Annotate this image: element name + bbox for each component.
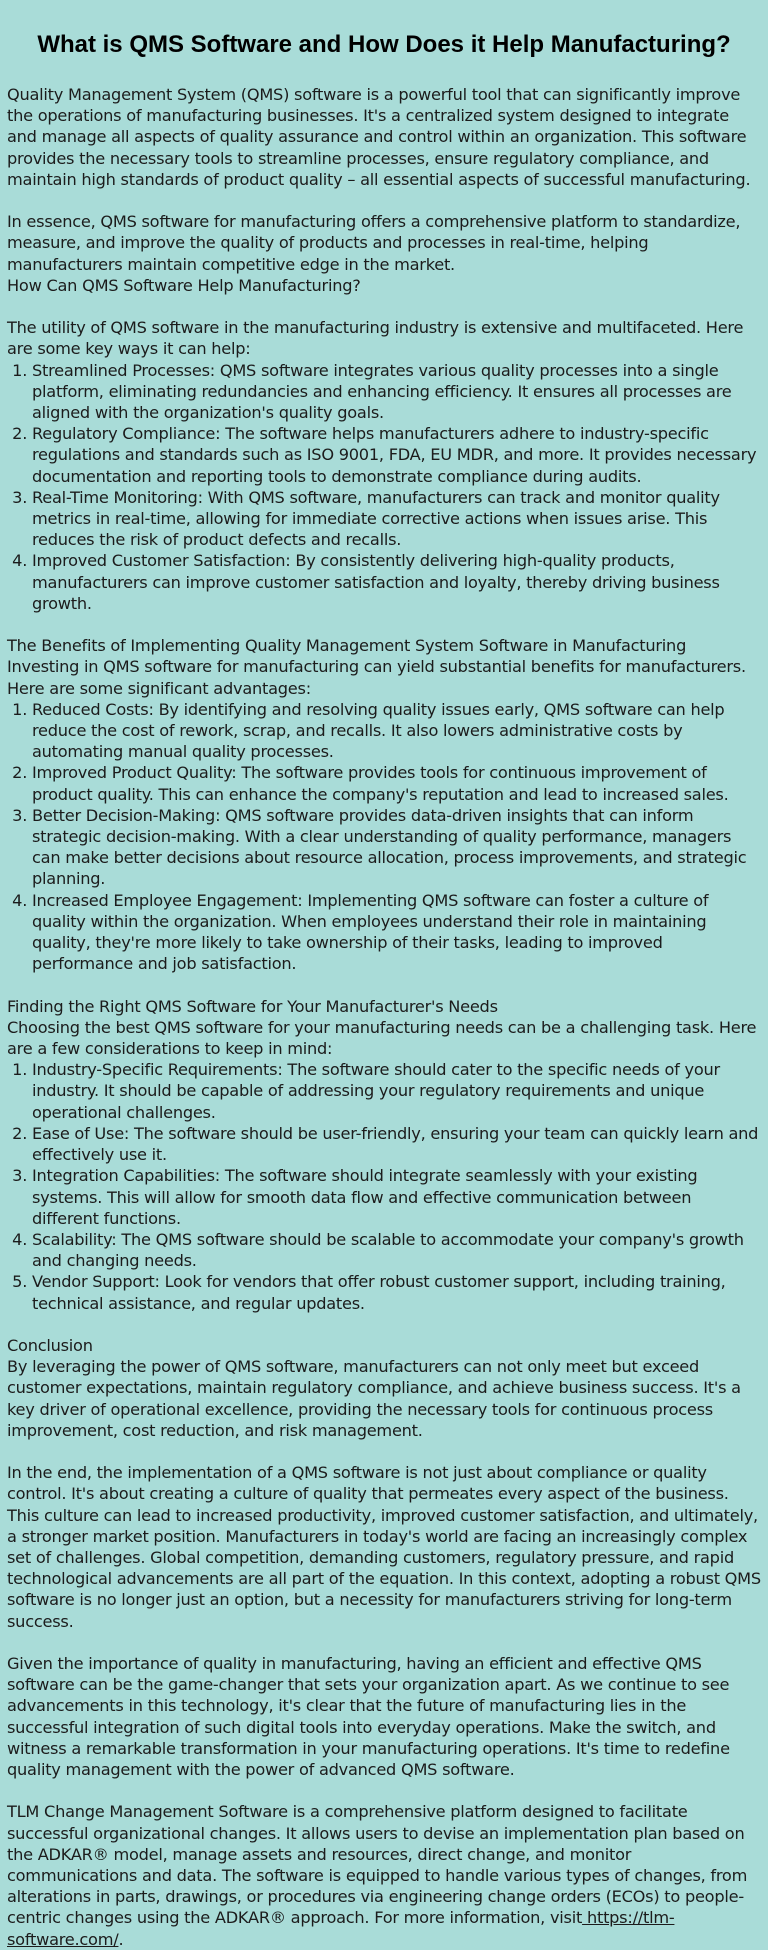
conclusion-paragraph-3: Given the importance of quality in manufacturing, having an efficient and effective QMS software can be the game-changer that sets your organization apart. As we continue to see advancements in this technology, it's clear that the future of manufacturing lies in the successful integration of such digital tools into everyday operations. Make the switch, and witness a remarkable transformation in your manufacturing operations. It's time to redefine quality management with the power of advanced QMS software. <box>7 1653 730 1779</box>
list-item: 4. Improved Customer Satisfaction: By consistently delivering high-quality products, manufacturers can improve customer satisfaction and loyalty, thereby driving business growth. <box>32 550 761 614</box>
finding-section-heading: Finding the Right QMS Software for Your Manufacturer's Needs <box>7 996 498 1016</box>
conclusion-paragraph-4 <box>7 1801 761 1949</box>
benefits-section-intro: Investing in QMS software for manufacturing can yield substantial benefits for manufacturers. Here are some significant advantages: <box>7 657 746 698</box>
list-item: 4. Increased Employee Engagement: Implementing QMS software can foster a culture of quality within the organization. When employees understand their role in maintaining quality, they're more likely to take ownership of their tasks, leading to improved performance and job satisfaction. <box>32 890 761 975</box>
paragraph-gap <box>7 296 761 317</box>
paragraph-gap <box>7 1441 761 1462</box>
benefits-list <box>7 699 761 975</box>
paragraph-gap <box>7 1632 761 1653</box>
help-list <box>7 360 761 614</box>
list-item: 3. Better Decision-Making: QMS software provides data-driven insights that can inform strategic decision-making. With a clear understanding of quality performance, managers can make better decisions about resource allocation, process improvements, and strategic planning. <box>32 805 761 890</box>
paragraph-gap <box>7 614 761 635</box>
help-section-heading: How Can QMS Software Help Manufacturing? <box>7 275 361 295</box>
list-item: 1. Streamlined Processes: QMS software integrates various quality processes into a single platform, eliminating redundancies and enhancing efficiency. It ensures all processes are aligned with the organization's quality goals. <box>32 360 761 424</box>
list-item: 1. Industry-Specific Requirements: The software should cater to the specific needs of your industry. It should be capable of addressing your regulatory requirements and unique operational challenges. <box>32 1059 761 1123</box>
intro-paragraph-2: In essence, QMS software for manufacturing offers a comprehensive platform to standardize, measure, and improve the quality of products and processes in real-time, helping manufacturers maintain competitive edge in the market. <box>7 212 741 274</box>
list-item: 2. Ease of Use: The software should be user-friendly, ensuring your team can quickly learn and effectively use it. <box>32 1123 761 1165</box>
conclusion-heading: Conclusion <box>7 1335 93 1355</box>
conclusion-paragraph-2: In the end, the implementation of a QMS software is not just about compliance or quality control. It's about creating a culture of quality that permeates every aspect of the business. This culture can lead to increased productivity, improved customer satisfaction, and ultimately, a stronger market position. Manufacturers in today's world are facing an increasingly complex set of challenges. Global competition, demanding customers, regulatory pressure, and rapid technological advancements are all part of the equation. In this context, adopting a robust QMS software is no longer just an option, but a necessity for manufacturers striving for long-term success. <box>7 1463 761 1631</box>
paragraph-gap <box>7 1314 761 1335</box>
paragraph-gap <box>7 190 761 211</box>
help-section-intro: The utility of QMS software in the manufacturing industry is extensive and multifaceted. Here are some key ways it can help: <box>7 318 744 359</box>
list-item: 3. Real-Time Monitoring: With QMS software, manufacturers can track and monitor quality metrics in real-time, allowing for immediate corrective actions when issues arise. This reduces the risk of product defects and recalls. <box>32 487 761 551</box>
list-item: 4. Scalability: The QMS software should be scalable to accommodate your company's growth and changing needs. <box>32 1229 761 1271</box>
page-title: What is QMS Software and How Does it Help Manufacturing? <box>37 31 731 58</box>
list-item: 3. Integration Capabilities: The software should integrate seamlessly with your existing systems. This will allow for smooth data flow and effective communication between different functions. <box>32 1165 761 1229</box>
paragraph-gap <box>7 1780 761 1801</box>
considerations-list <box>7 1059 761 1313</box>
conclusion-paragraph-1: By leveraging the power of QMS software, manufacturers can not only meet but exceed customer expectations, maintain regulatory compliance, and achieve business success. It's a key driver of operational excellence, providing the necessary tools for continuous process improvement, cost reduction, and risk management. <box>7 1357 741 1440</box>
intro-paragraph-1: Quality Management System (QMS) software is a powerful tool that can significantly improve the operations of manufacturing businesses. It's a centralized system designed to integrate and manage all aspects of quality assurance and control within an organization. This software provides the necessary tools to streamline processes, ensure regulatory compliance, and maintain high standards of product quality – all essential aspects of successful manufacturing. <box>7 85 751 189</box>
list-item: 2. Improved Product Quality: The software provides tools for continuous improvement of product quality. This can enhance the company's reputation and lead to increased sales. <box>32 762 761 804</box>
article-body <box>7 84 761 1950</box>
paragraph-gap <box>7 974 761 995</box>
end-punctuation: . <box>118 1929 124 1949</box>
benefits-section-heading: The Benefits of Implementing Quality Management System Software in Manufacturing <box>7 636 687 656</box>
list-item: 5. Vendor Support: Look for vendors that offer robust customer support, including training, technical assistance, and regular updates. <box>32 1271 761 1313</box>
list-item: 2. Regulatory Compliance: The software helps manufacturers adhere to industry-specific regulations and standards such as ISO 9001, FDA, EU MDR, and more. It provides necessary documentation and reporting tools to demonstrate compliance during audits. <box>32 423 761 487</box>
tlm-website-link[interactable]: https://tlm-software.com/ <box>7 1908 675 1949</box>
list-item: 1. Reduced Costs: By identifying and resolving quality issues early, QMS software can help reduce the cost of rework, scrap, and recalls. It also lowers administrative costs by automating manual quality processes. <box>32 699 761 763</box>
finding-section-intro: Choosing the best QMS software for your manufacturing needs can be a challenging task. Here are a few considerations to keep in mind: <box>7 1017 757 1059</box>
tlm-description: TLM Change Management Software is a comprehensive platform designed to facilitate successful organizational changes. It allows users to devise an implementation plan based on the ADKAR® model, manage assets and resources, direct change, and monitor communications and data. The software is equipped to handle various types of changes, from alterations in parts, drawings, or procedures via engineering change orders (ECOs) to people-centric changes using the ADKAR® approach. For more information, visit <box>7 1802 748 1928</box>
